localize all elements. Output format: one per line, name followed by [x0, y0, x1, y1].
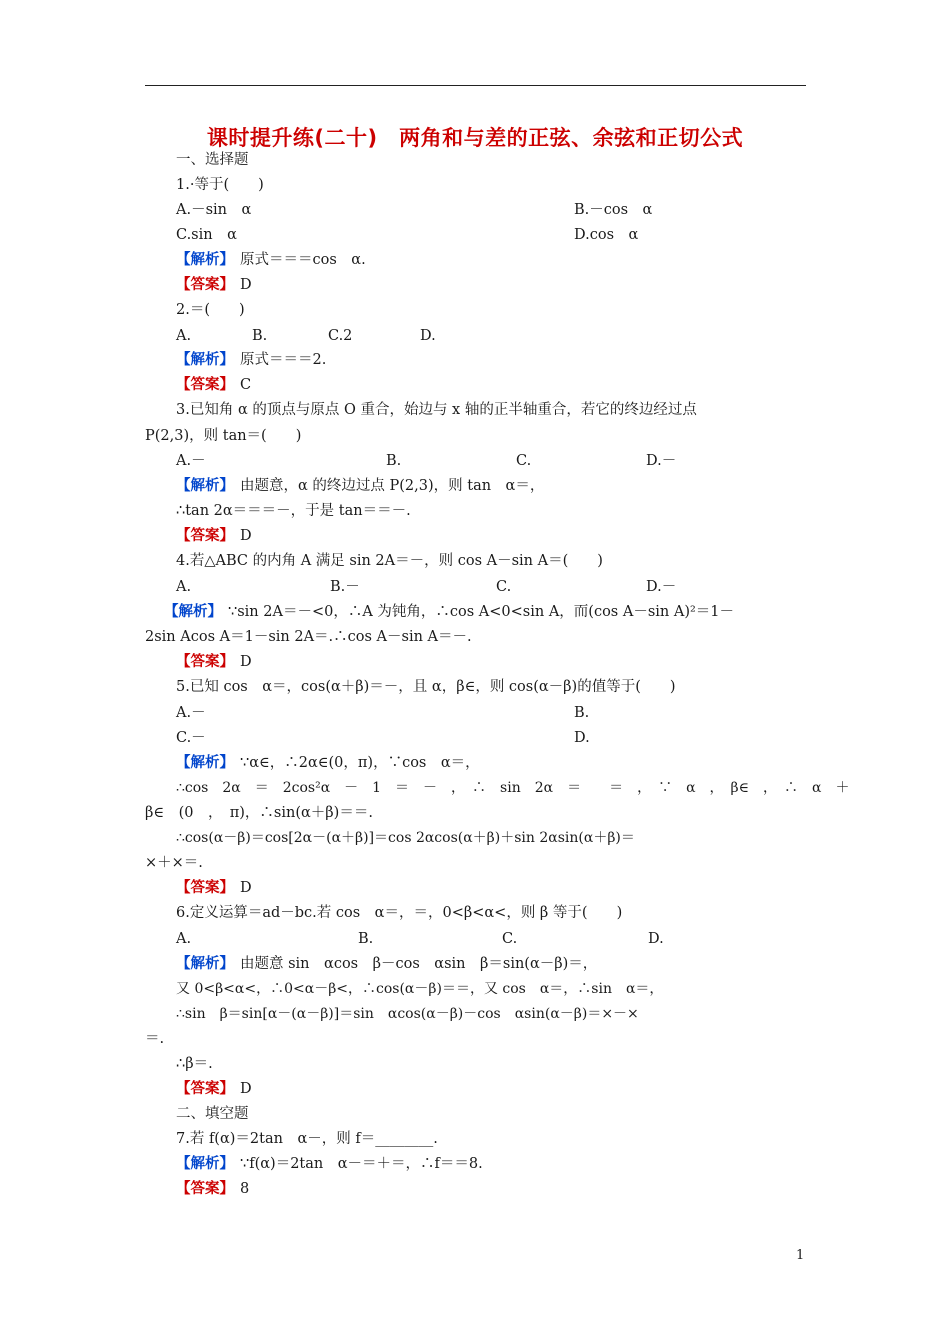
answer-tag: 【答案】	[176, 527, 234, 544]
analysis-text: 原式＝＝＝2.	[240, 352, 327, 368]
analysis-text: 由题意 sin αcos β－cos αsin β＝sin(α－β)＝，	[240, 956, 598, 972]
analysis-tag: 【解析】	[176, 1155, 234, 1172]
analysis-text: 由题意，α 的终边过点 P(2,3)，则 tan α＝，	[240, 478, 545, 494]
analysis-tag: 【解析】	[176, 251, 234, 268]
answer-text: D	[240, 880, 252, 896]
analysis-line	[176, 954, 597, 974]
answer-text: D	[240, 654, 252, 670]
answer-line	[176, 1079, 252, 1099]
page-title: 课时提升练(二十) 两角和与差的正弦、余弦和正切公式	[206, 126, 744, 150]
analysis-text: 原式＝＝＝cos α.	[240, 252, 366, 268]
question-5: 5.已知 cos α＝，cos(α＋β)＝－，且 α，β∈，则 cos(α－β)的值等于( )	[176, 679, 676, 695]
answer-text: 8	[240, 1181, 250, 1197]
analysis-cont: 又 0<β<α<，∴0<α－β<，∴cos(α－β)＝＝，又 cos α＝，∴sin α＝，	[176, 981, 664, 997]
answer-line	[176, 375, 251, 395]
answer-tag: 【答案】	[176, 1080, 234, 1097]
answer-text: D	[240, 528, 252, 544]
answer-tag: 【答案】	[176, 276, 234, 293]
analysis-cont: ∴β＝.	[176, 1056, 213, 1072]
option-a: A.－	[176, 705, 206, 721]
analysis-cont: ∴tan 2α＝＝＝－，于是 tan＝＝－.	[176, 503, 411, 519]
answer-line	[176, 526, 252, 546]
analysis-tag: 【解析】	[176, 351, 234, 368]
answer-text: C	[240, 377, 252, 393]
page-number: 1	[796, 1248, 805, 1263]
question-6: 6.定义运算＝ad－bc.若 cos α＝，＝，0<β<α<，则 β 等于( )	[176, 905, 623, 921]
option-c: C.	[496, 579, 512, 595]
analysis-cont: ∴sin β＝sin[α－(α－β)]＝sin αcos(α－β)－cos αsin(α－β)＝×－×	[176, 1006, 639, 1022]
option-b: B.－cos α	[574, 202, 653, 218]
analysis-tag: 【解析】	[176, 955, 234, 972]
option-a: A.	[176, 579, 192, 595]
analysis-line	[176, 1154, 483, 1174]
analysis-text: ∵α∈，∴2α∈(0，π)，∵cos α＝，	[240, 755, 480, 771]
option-d: D.	[420, 328, 436, 344]
analysis-cont: ∴cos 2α ＝ 2cos²α － 1 ＝ － ， ∴ sin 2α ＝ ＝ ， ∵ α ， β∈ ， ∴ α ＋	[176, 780, 850, 796]
option-b: B.	[252, 328, 268, 344]
option-c: C.	[516, 453, 532, 469]
option-c: C.－	[176, 730, 206, 746]
question-7: 7.若 f(α)＝2tan α－，则 f＝________.	[176, 1131, 438, 1147]
answer-line	[176, 652, 252, 672]
option-a: A.	[176, 931, 192, 947]
answer-line	[176, 275, 252, 295]
answer-tag: 【答案】	[176, 1180, 234, 1197]
header-rule	[145, 85, 806, 86]
analysis-text: ∵sin 2A＝－<0，∴A 为钝角，∴cos A<0<sin A，而(cos A－sin A)²＝1－	[228, 604, 735, 620]
analysis-tag: 【解析】	[164, 603, 222, 620]
analysis-tag: 【解析】	[176, 754, 234, 771]
answer-tag: 【答案】	[176, 653, 234, 670]
option-a: A.	[176, 328, 192, 344]
question-1: 1.·等于( )	[176, 177, 264, 193]
answer-tag: 【答案】	[176, 376, 234, 393]
answer-text: D	[240, 277, 252, 293]
option-d: D.	[648, 931, 664, 947]
section-heading: 二、填空题	[176, 1106, 249, 1122]
analysis-line	[164, 602, 734, 622]
analysis-cont: ∴cos(α－β)＝cos[2α－(α＋β)]＝cos 2αcos(α＋β)＋sin 2αsin(α＋β)＝	[176, 830, 635, 846]
answer-text: D	[240, 1081, 252, 1097]
option-c: C.2	[328, 328, 353, 344]
section-heading: 一、选择题	[176, 152, 249, 168]
option-b: B.	[358, 931, 374, 947]
question-3-cont: P(2,3)，则 tan＝( )	[145, 428, 302, 444]
option-c: C.sin α	[176, 227, 237, 243]
option-b: B.	[386, 453, 402, 469]
answer-line	[176, 1179, 249, 1199]
answer-line	[176, 878, 252, 898]
option-c: C.	[502, 931, 518, 947]
question-2: 2.＝( )	[176, 302, 245, 318]
option-d: D.cos α	[574, 227, 639, 243]
option-a: A.－	[176, 453, 206, 469]
option-a: A.－sin α	[176, 202, 252, 218]
analysis-cont: ×＋×＝.	[145, 855, 203, 871]
option-d: D.－	[646, 579, 677, 595]
analysis-line	[176, 476, 544, 496]
analysis-tag: 【解析】	[176, 477, 234, 494]
analysis-cont: ＝.	[145, 1031, 165, 1047]
analysis-cont: 2sin Acos A＝1－sin 2A＝.∴cos A－sin A＝－.	[145, 629, 472, 645]
option-b: B.－	[330, 579, 360, 595]
analysis-line	[176, 753, 480, 773]
option-b: B.	[574, 705, 590, 721]
question-4: 4.若△ABC 的内角 A 满足 sin 2A＝－，则 cos A－sin A＝( )	[176, 553, 603, 569]
analysis-line	[176, 350, 326, 370]
analysis-cont: β∈ (0 ， π)，∴sin(α＋β)＝＝.	[145, 805, 373, 821]
analysis-line	[176, 250, 366, 270]
question-3: 3.已知角 α 的顶点与原点 O 重合，始边与 x 轴的正半轴重合，若它的终边经过点	[176, 402, 697, 418]
option-d: D.－	[646, 453, 677, 469]
analysis-text: ∵f(α)＝2tan α－＝＋＝，∴f＝＝8.	[240, 1156, 483, 1172]
option-d: D.	[574, 730, 590, 746]
answer-tag: 【答案】	[176, 879, 234, 896]
